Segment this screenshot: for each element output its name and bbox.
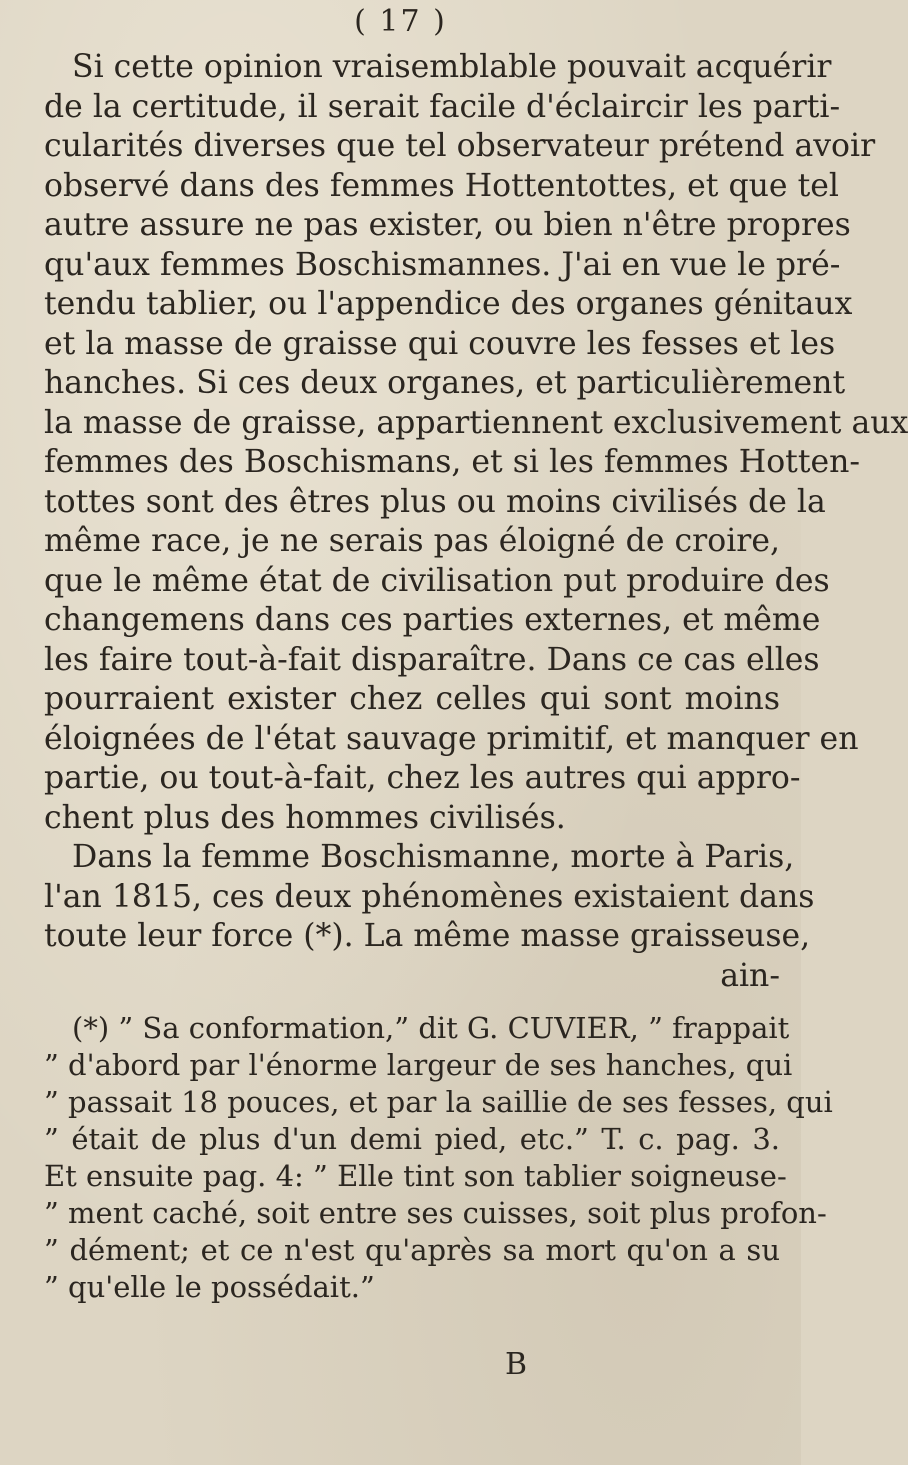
body-line: pourraient exister chez celles qui sont moins bbox=[44, 681, 780, 717]
footnote bbox=[44, 1010, 833, 1306]
body-line: femmes des Boschismans, et si les femmes Hotten- bbox=[44, 444, 861, 480]
body-line: Dans la femme Boschismanne, morte à Paris, bbox=[72, 839, 795, 875]
body-line: la masse de graisse, appartiennent exclusivement aux bbox=[44, 404, 908, 441]
body-line: même race, je ne serais pas éloigné de croire, bbox=[44, 523, 780, 559]
body-line: Si cette opinion vraisemblable pouvait acquérir bbox=[72, 49, 832, 85]
footnote-line: ” dément; et ce n'est qu'après sa mort qu'on a su bbox=[44, 1233, 780, 1267]
body-line: et la masse de graisse qui couvre les fesses et les bbox=[44, 325, 836, 362]
footnote-line: ” ment caché, soit entre ses cuisses, soit plus profon- bbox=[44, 1196, 827, 1230]
body-line: tottes sont des êtres plus ou moins civilisés de la bbox=[44, 483, 826, 520]
catchword: ain- bbox=[720, 957, 780, 994]
body-line: observé dans des femmes Hottentottes, et que tel bbox=[44, 167, 839, 204]
body-line: l'an 1815, ces deux phénomènes existaient dans bbox=[44, 878, 815, 915]
body-line: changemens dans ces parties externes, et même bbox=[44, 602, 821, 638]
body-line: partie, ou tout-à-fait, chez les autres qui appro- bbox=[44, 760, 801, 796]
footnote-line: ” qu'elle le possédait.” bbox=[44, 1270, 375, 1304]
page-number: ( 17 ) bbox=[354, 4, 447, 39]
body-line: toute leur force (*). La même masse graisseuse, bbox=[44, 918, 811, 954]
body-line: de la certitude, il serait facile d'éclaircir les parti- bbox=[44, 88, 841, 125]
body-line: qu'aux femmes Boschismannes. J'ai en vue le pré- bbox=[44, 246, 841, 283]
footnote-line: (*) ” Sa conformation,” dit G. CUVIER, ” frappait bbox=[72, 1011, 790, 1045]
footnote-line: Et ensuite pag. 4: ” Elle tint son tablier soigneuse- bbox=[44, 1159, 787, 1193]
footnote-line: ” d'abord par l'énorme largeur de ses hanches, qui bbox=[44, 1048, 793, 1082]
body-line: éloignées de l'état sauvage primitif, et manquer en bbox=[44, 720, 859, 757]
body-line: autre assure ne pas exister, ou bien n'être propres bbox=[44, 207, 851, 243]
footnote-line: ” était de plus d'un demi pied, etc.” T. c. pag. 3. bbox=[44, 1122, 780, 1156]
body-line: tendu tablier, ou l'appendice des organes génitaux bbox=[44, 286, 853, 322]
body-text bbox=[44, 48, 908, 996]
signature-mark: B bbox=[505, 1347, 528, 1382]
body-line: que le même état de civilisation put produire des bbox=[44, 562, 830, 599]
body-line: chent plus des hommes civilisés. bbox=[44, 799, 566, 836]
body-line: cularités diverses que tel observateur prétend avoir bbox=[44, 128, 876, 164]
footnote-line: ” passait 18 pouces, et par la saillie de ses fesses, qui bbox=[44, 1085, 833, 1119]
body-line: hanches. Si ces deux organes, et particulièrement bbox=[44, 365, 846, 401]
body-line: les faire tout-à-fait disparaître. Dans ce cas elles bbox=[44, 641, 820, 678]
